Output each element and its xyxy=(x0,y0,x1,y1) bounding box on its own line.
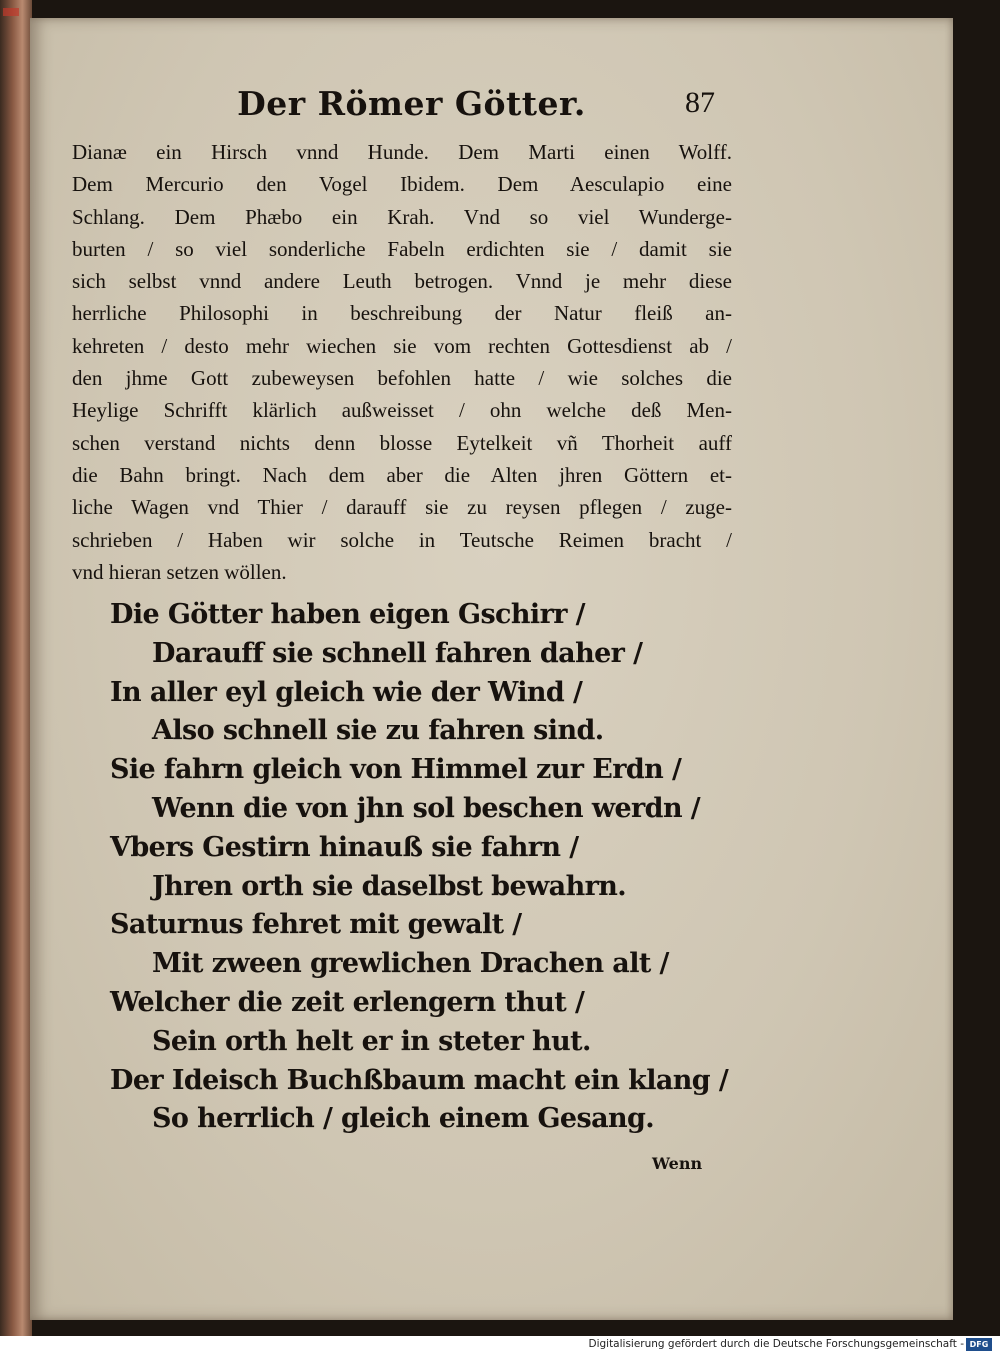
verse-line: So herrlich / gleich einem Gesang. xyxy=(152,1103,655,1135)
verse-line: Welcher die zeit erlengern thut / xyxy=(110,986,585,1018)
prose-line: schrieben / Haben wir solche in Teutsche Reimen bracht / xyxy=(72,527,732,552)
color-calibration-mark xyxy=(3,8,19,16)
verse-line: Also schnell sie zu fahren sind. xyxy=(152,715,604,747)
prose-paragraph xyxy=(72,136,732,588)
book-spine-edge xyxy=(0,0,32,1336)
prose-line: Dianæ ein Hirsch vnnd Hunde. Dem Marti einen Wolff. xyxy=(72,140,732,164)
verse-line: Vbers Gestirn hinauß sie fahrn / xyxy=(110,831,579,863)
digitization-footer xyxy=(0,1336,1000,1354)
verse-line: Der Ideisch Buchßbaum macht ein klang / xyxy=(110,1064,729,1096)
dfg-logo-icon: DFG xyxy=(966,1338,992,1351)
prose-line: vnd hieran setzen wöllen. xyxy=(72,559,287,584)
verse-line: Wenn die von jhn sol beschen werdn / xyxy=(152,792,701,824)
page-header xyxy=(70,84,753,128)
prose-line: liche Wagen vnd Thier / darauff sie zu reysen pflegen / zuge- xyxy=(72,495,732,520)
verse-line: Sein orth helt er in steter hut. xyxy=(152,1025,591,1057)
prose-line: burten / so viel sonderliche Fabeln erdichten sie / damit sie xyxy=(72,236,732,261)
prose-line: Dem Mercurio den Vogel Ibidem. Dem Aesculapio eine xyxy=(72,172,732,197)
book-page xyxy=(30,18,953,1320)
prose-line: schen verstand nichts denn blosse Eytelkeit vñ Thorheit auff xyxy=(72,430,732,455)
catchword: Wenn xyxy=(652,1154,703,1173)
verse-line: Mit zween grewlichen Drachen alt / xyxy=(152,948,669,980)
running-title: Der Römer Götter. xyxy=(237,84,586,123)
verse-line: Darauff sie schnell fahren daher / xyxy=(152,637,643,669)
prose-line: Schlang. Dem Phæbo ein Krah. Vnd so viel Wunderge- xyxy=(72,204,732,229)
verse-line: Sie fahrn gleich von Himmel zur Erdn / xyxy=(110,754,682,786)
verse-line: Die Götter haben eigen Gschirr / xyxy=(110,599,585,630)
prose-line: Heylige Schrifft klärlich außweisset / ohn welche deß Men- xyxy=(72,398,732,423)
verse-block xyxy=(110,596,729,1139)
verse-line: Saturnus fehret mit gewalt / xyxy=(110,909,522,941)
funding-credit: Digitalisierung gefördert durch die Deutsche Forschungsgemeinschaft - xyxy=(588,1338,964,1350)
page-number: 87 xyxy=(685,86,715,119)
prose-line: herrliche Philosophi in beschreibung der Natur fleiß an- xyxy=(72,301,732,326)
prose-line: die Bahn bringt. Nach dem aber die Alten jhren Göttern et- xyxy=(72,462,732,487)
prose-line: kehreten / desto mehr wiechen sie vom rechten Gottesdienst ab / xyxy=(72,333,732,358)
prose-line: den jhme Gott zubeweysen befohlen hatte / wie solches die xyxy=(72,366,732,391)
verse-line: In aller eyl gleich wie der Wind / xyxy=(110,676,583,708)
verse-line: Jhren orth sie daselbst bewahrn. xyxy=(152,870,627,902)
prose-line: sich selbst vnnd andere Leuth betrogen. Vnnd je mehr diese xyxy=(72,269,732,294)
